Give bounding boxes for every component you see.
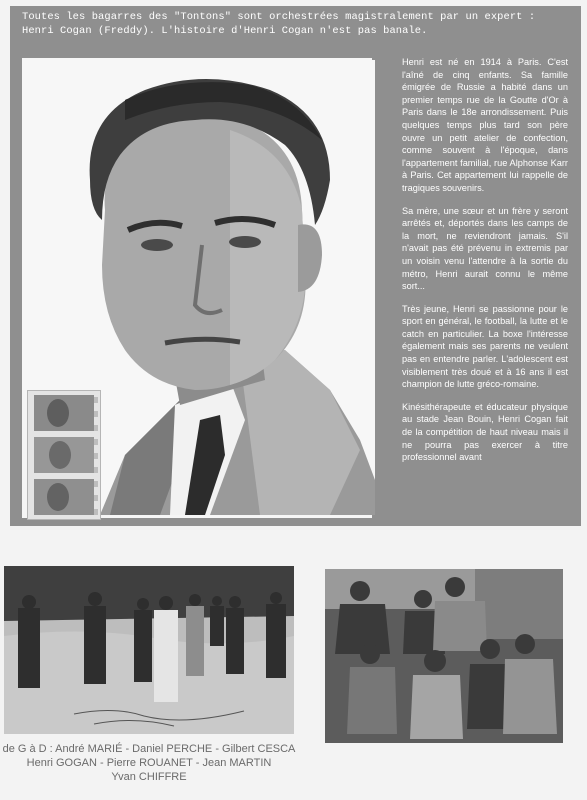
intro-text [22, 10, 572, 38]
biography-paragraph-2: Sa mère, une sœur et un frère y seront arrêtés et, déportés dans les camps de la mort, ne reviendront jamais. S'il n'avait pas été prévenu in extremis par un voisin venu l'attendre à la sortie du métro, Henri aurait connu le même sort... [402, 205, 568, 292]
stuntmen-group-photo [4, 566, 294, 734]
intro-line-2: Henri Cogan (Freddy). L'histoire d'Henri Cogan n'est pas banale. [22, 25, 428, 37]
biography-paragraph-3: Très jeune, Henri se passionne pour le sport en général, le football, la lutte et le catch en particulier. La boxe l'intéresse également mais ses parents ne veulent pas en entendre parler. L'adolescent est visiblement très doué et à 16 ans il est champion de lutte gréco-romaine. [402, 303, 568, 390]
caption-line-1: de G à D : André MARIÉ - Daniel PERCHE - Gilbert CESCA [2, 743, 296, 755]
biography-paragraph-4: Kinésithérapeute et éducateur physique au stade Jean Bouin, Henri Cogan fait de la compétition de haut niveau mais il ne pourra pas exercer à titre professionnel avant [402, 401, 568, 463]
caption-line-3: Yvan CHIFFRE [111, 771, 187, 783]
biography-text [402, 56, 568, 474]
film-crew-photo [325, 569, 563, 743]
biography-paragraph-1: Henri est né en 1914 à Paris. C'est l'aîné de cinq enfants. Sa famille émigrée de Russie a habité dans un premier temps rue de la Goutte d'Or à Paris dans le 18e arrondissement. Puis quelques temps plus tard son père ouvre un petit atelier de confection, comme souvent à l'époque, dans l'appartement familial, rue Alphonse Karr à Paris. Cet appartement lui rappelle de tragiques souvenirs. [402, 57, 568, 193]
caption-line-2: Henri GOGAN - Pierre ROUANET - Jean MARTIN [26, 757, 272, 769]
filmstrip-inset [27, 390, 101, 520]
intro-line-1: Toutes les bagarres des "Tontons" sont orchestrées magistralement par un expert : [22, 11, 536, 23]
photo-caption [0, 742, 298, 784]
